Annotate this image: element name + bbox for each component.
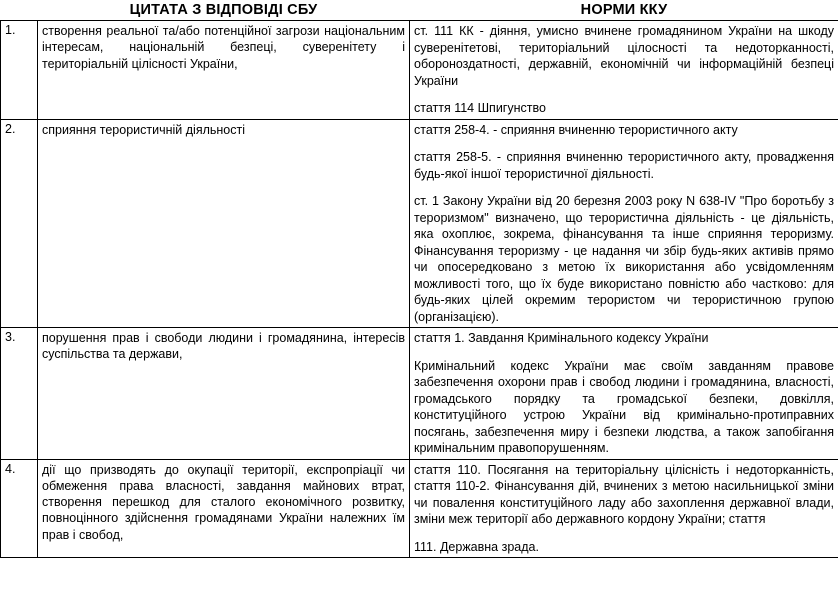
header-quote: ЦИТАТА З ВІДПОВІДІ СБУ [38,0,410,21]
row-quote: порушення прав і свободи людини і громадянина, інтересів суспільства та держави, [38,328,410,460]
row-norm [410,328,838,460]
norm-paragraph: стаття 1. Завдання Кримінального кодексу України [414,331,709,345]
header-norm: НОРМИ ККУ [410,0,838,21]
norm-paragraph: 111. Державна зрада. [414,539,539,554]
row-quote: дії що призводять до окупації території, експропріації чи обмеження права власності, завдання майнових втрат, створення перешкод для сталого економічного розвитку, повноцінного здійснення громадянами України належних їм прав і свобод, [38,459,410,558]
table-row [1,119,838,328]
table-row [1,459,838,558]
norm-paragraph: стаття 110. Посягання на територіальну цілісність і недоторканність, стаття 110-2. Фінансування дій, вчинених з метою насильницької зміни чи повалення конституційного ладу або захоплення державної влади, зміни меж території або державного кордону України; стаття [414,462,834,526]
norm-paragraph: стаття 114 Шпигунство [414,101,546,115]
norm-paragraph: стаття 258-4. - сприяння вчиненню терористичного акту [414,122,738,137]
row-quote [38,119,410,328]
norm-paragraph: ст. 111 КК - діяння, умисно вчинене громадянином України на шкоду суверенітетові, територіальний цілосності та недоторканності, обороноздатності, державній, економічній чи інформаційній безпеці України [414,24,834,88]
norm-paragraph: ст. 1 Закону України від 20 березня 2003 року N 638-IV "Про боротьбу з тероризмом" визначено, що терористична діяльність - це діяльність, яка охоплює, зокрема, фінансування та інше сприяння тероризму. Фінансування тероризму - це надання чи збір будь-яких активів прямо чи опосередковано з метою їх використання або усвідомленням можливості того, що їх буде використано повністю або частково: для будь-яких цілей окремим терористом чи терористичною групою (організацією). [414,194,834,324]
row-number: 4. [1,459,38,558]
table-row [1,328,838,460]
table-header-row [1,0,838,21]
row-number: 1. [1,21,38,120]
header-number [1,0,38,21]
row-number: 3. [1,328,38,460]
row-quote: створення реальної та/або потенційної загрози національним інтересам, національній безпеці, суверенітету і територіальній цілісності України, [38,21,410,120]
table-row [1,21,838,120]
row-number: 2. [1,119,38,328]
row-norm [410,21,838,120]
quote-text: сприяння терористичній діяльності [42,122,246,137]
row-norm [410,119,838,328]
norm-paragraph: Кримінальний кодекс України має своїм завданням правове забезпечення охорони прав і свобод людини і громадянина, власності, громадського порядку та громадської безпеки, довкілля, конституційного устрою України від кримінально-протиправних посягань, забезпечення миру і безпеки людства, а також запобігання кримінальним правопорушенням. [414,358,834,455]
norm-paragraph: стаття 258-5. - сприяння вчиненню терористичного акту, провадження будь-якої іншої терористичної діяльності. [414,150,834,181]
row-norm [410,459,838,558]
